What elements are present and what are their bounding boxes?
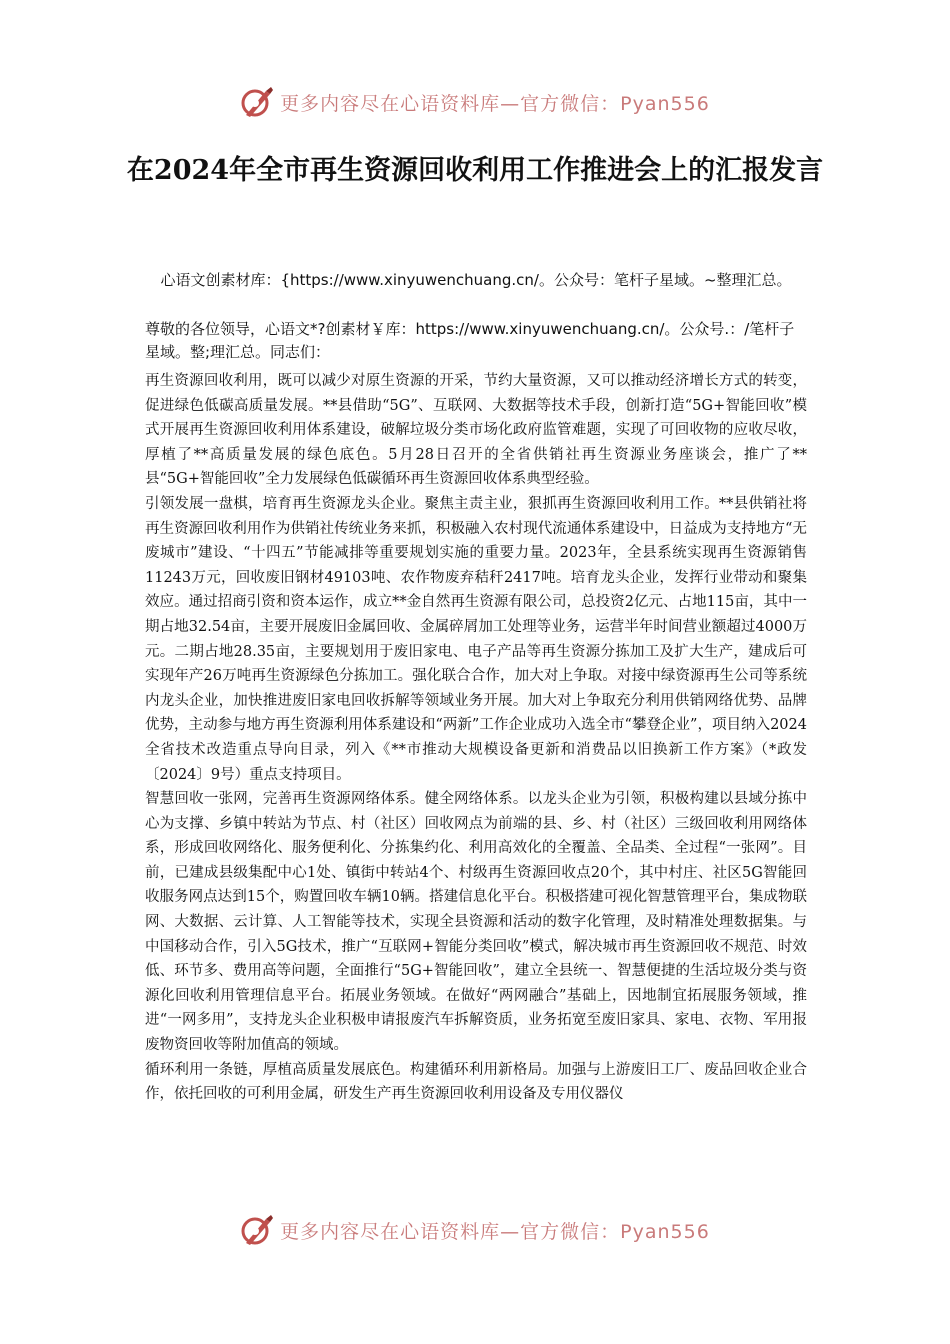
body-paragraph-1: 再生资源回收利用，既可以减少对原生资源的开采，节约大量资源，又可以推动经济增长方式的转变，促进绿色低碳高质量发展。**县借助“5G”、互联网、大数据等技术手段，创新打造“5G+智能回收”模式开展再生资源回收利用体系建设，破解垃圾分类市场化政府监管难题，实现了可回收物的应收尽收，厚植了**高质量发展的绿色底色。5月28日召开的全省供销社再生资源业务座谈会，推广了**县“5G+智能回收”全力发展绿色低碳循环再生资源回收体系典型经验。 bbox=[145, 373, 807, 488]
watermark-banner-bottom bbox=[0, 1208, 950, 1252]
body-paragraph-3: 智慧回收一张网，完善再生资源网络体系。健全网络体系。以龙头企业为引领，积极构建以县域分拣中心为支撑、乡镇中转站为节点、村（社区）回收网点为前端的县、乡、村（社区）三级回收利用网络体系，形成回收网络化、服务便利化、分拣集约化、利用高效化的全覆盖、全品类、全过程“一张网”。目前，已建成县级集配中心1处、镇街中转站4个、村级再生资源回收点20个，其中村庄、社区5G智能回收服务网点达到15个，购置回收车辆10辆。搭建信息化平台。积极搭建可视化智慧管理平台，集成物联网、大数据、云计算、人工智能等技术，实现全县资源和活动的数字化管理，及时精准处理数据集。与中国移动合作，引入5G技术，推广“互联网+智能分类回收”模式，解决城市再生资源回收不规范、时效低、环节多、费用高等问题，全面推行“5G+智能回收”，建立全县统一、智慧便捷的生活垃圾分类与资源化回收利用管理信息平台。拓展业务领域。在做好“两网融合”基础上，因地制宜拓展服务领域，推进“一网多用”，支持龙头企业积极申请报废汽车拆解资质，业务拓宽至废旧家具、家电、衣物、军用报废物资回收等附加值高的领域。 bbox=[145, 791, 807, 1054]
watermark-banner-top bbox=[0, 80, 950, 124]
body-paragraph-2: 引领发展一盘棋，培育再生资源龙头企业。聚焦主责主业，狠抓再生资源回收利用工作。**县供销社将再生资源回收利用作为供销社传统业务来抓，积极融入农村现代流通体系建设中，日益成为支持地方“无废城市”建设、“十四五”节能减排等重要规划实施的重要力量。2023年，全县系统实现再生资源销售11243万元，回收废旧钢材49103吨、农作物废弃秸秆2417吨。培育龙头企业，发挥行业带动和聚集效应。通过招商引资和资本运作，成立**金自然再生资源有限公司，总投资2亿元、占地115亩，其中一期占地32.54亩，主要开展废旧金属回收、金属碎屑加工处理等业务，运营半年时间营业额超过4000万元。二期占地28.35亩，主要规划用于废旧家电、电子产品等再生资源分拣加工及扩大生产，建成后可实现年产26万吨再生资源绿色分拣加工。强化联合合作，加大对上争取。对接中绿资源再生公司等系统内龙头企业，加快推进废旧家电回收拆解等领域业务开展。加大对上争取充分利用供销网络优势、品牌优势，主动参与地方再生资源利用体系建设和“两新”工作企业成功入选全市“攀登企业”，项目纳入2024全省技术改造重点导向目录，列入《**市推动大规模设备更新和消费品以旧换新工作方案》（*政发〔2024〕9号）重点支持项目。 bbox=[145, 495, 807, 783]
body-paragraph-4: 循环利用一条链，厚植高质量发展底色。构建循环利用新格局。加强与上游废旧工厂、废品回收企业合作，依托回收的可利用金属，研发生产再生资源回收利用设备及专用仪器仪 bbox=[145, 1061, 807, 1103]
greeting-line: 尊敬的各位领导，心语文*?创素材￥库：https://www.xinyuwenchuang.cn/。公众号.：/笔杆子星域。整;理汇总。同志们： bbox=[145, 320, 795, 361]
source-line: 心语文创素材库：{https://www.xinyuwenchuang.cn/。公众号：笔杆子星域。~整理汇总。 bbox=[160, 271, 792, 289]
pen-logo-icon bbox=[240, 1213, 274, 1247]
document-body bbox=[145, 369, 807, 1107]
document-title: 在2024年全市再生资源回收利用工作推进会上的汇报发言 bbox=[126, 155, 824, 186]
banner-text-top: 更多内容尽在心语资料库—官方微信：Pyan556 bbox=[280, 92, 710, 115]
pen-logo-icon bbox=[240, 85, 274, 119]
banner-text-bottom: 更多内容尽在心语资料库—官方微信：Pyan556 bbox=[280, 1220, 710, 1243]
